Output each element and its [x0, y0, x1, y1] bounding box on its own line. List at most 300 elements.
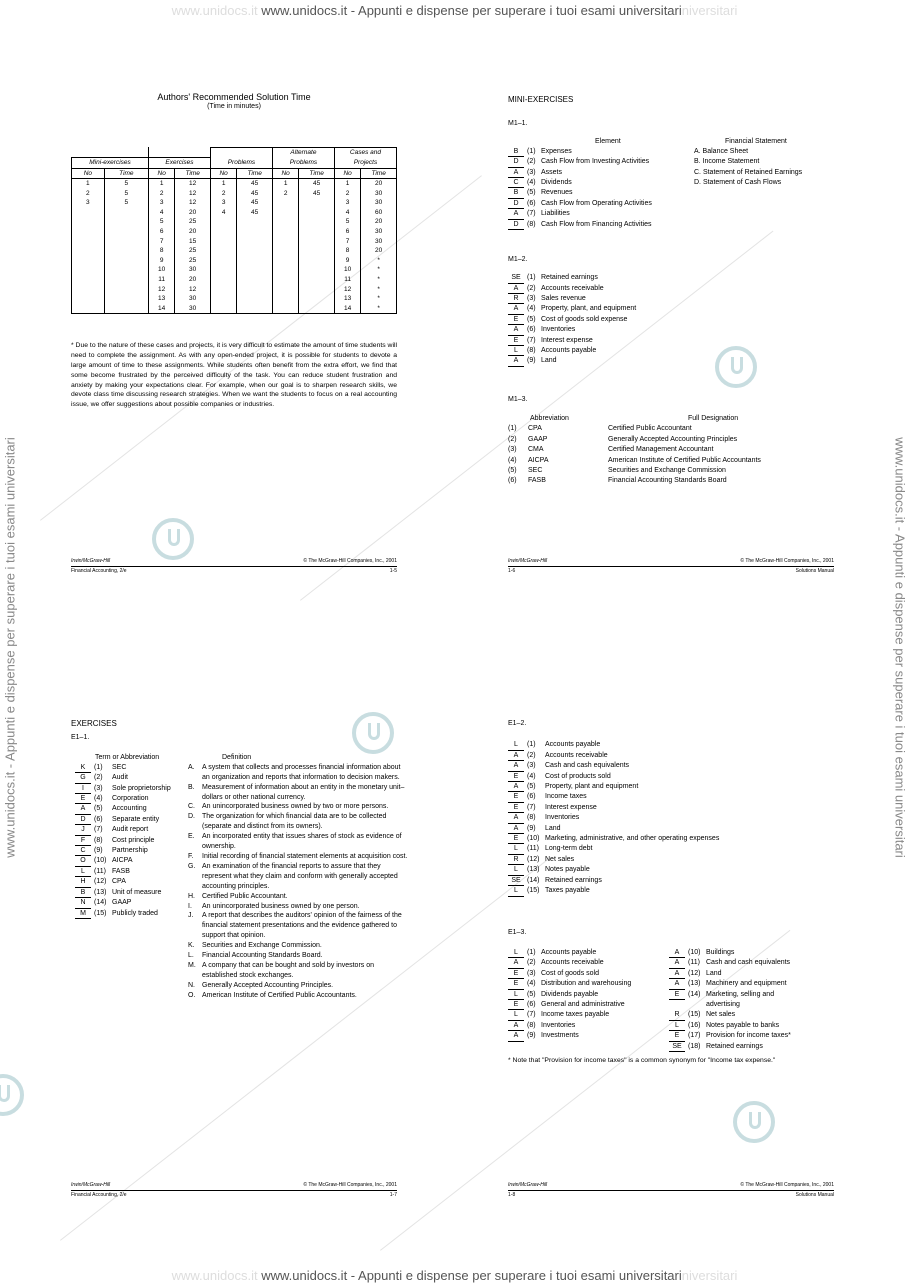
item-text: Inventories: [545, 814, 580, 822]
list-item: [188, 981, 410, 991]
item-text: Liabilities: [541, 210, 570, 218]
cell-time: 25: [175, 256, 211, 266]
answer: B: [508, 147, 524, 157]
cell-time: [237, 294, 273, 304]
item-number: (7): [527, 336, 536, 344]
term-list: [75, 763, 171, 919]
item-number: (6): [527, 326, 536, 334]
page-1-7: [71, 719, 411, 1198]
answer: E: [508, 979, 524, 989]
cell-no: 6: [148, 227, 174, 237]
list-item: [508, 844, 848, 854]
list-item: [508, 424, 761, 434]
definition-letter: L.: [188, 952, 194, 960]
definition-letter: J.: [188, 912, 194, 920]
table-row: [72, 285, 397, 295]
definition-letter: F.: [188, 852, 194, 860]
item-text: Audit: [112, 774, 128, 782]
cell-no: 11: [334, 275, 360, 285]
list-item: [508, 948, 631, 958]
group-problems: Problems: [210, 157, 272, 168]
list-item: [75, 784, 171, 794]
list-item: [508, 834, 848, 844]
item-number: (1): [508, 425, 517, 433]
list-item: [508, 356, 848, 366]
definition-text: Securities and Exchange Commission.: [202, 942, 322, 950]
answer: SE: [508, 273, 524, 283]
cell-no: 6: [334, 227, 360, 237]
answer: A: [669, 969, 685, 979]
cell-no: [272, 256, 298, 266]
abbreviation: FASB: [528, 477, 546, 485]
list-item: [188, 951, 410, 961]
cell-time: 45: [299, 189, 335, 199]
cell-no: [210, 294, 236, 304]
cell-time: 45: [237, 189, 273, 199]
item-text: FASB: [112, 867, 130, 875]
item-text: Provision for income taxes*: [706, 1032, 791, 1040]
definition-text: Generally Accepted Accounting Principles.: [202, 981, 334, 989]
cell-no: [272, 304, 298, 314]
term-header: Term or Abbreviation: [95, 753, 160, 761]
item-number: (3): [508, 446, 517, 454]
answer: E: [508, 336, 524, 346]
list-item: [669, 990, 791, 1000]
item-number: (9): [527, 1032, 536, 1040]
list-item: [508, 476, 761, 486]
list-item: [188, 812, 410, 832]
item-text: Land: [541, 357, 557, 365]
full-designation-header: Full Designation: [688, 415, 739, 423]
item-number: (3): [527, 168, 536, 176]
list-item: [508, 273, 848, 283]
item-number: (4): [508, 456, 517, 464]
item-text: Cash and cash equivalents: [706, 959, 791, 967]
answer: A: [508, 958, 524, 968]
item-number: (10): [94, 857, 107, 865]
page-title: Authors' Recommended Solution Time: [157, 92, 311, 102]
definition-text: A report that describes the auditors' opinion of the fairness of the financial statement presentations and the evidence gathered to support that opinion.: [202, 912, 402, 940]
full-designation: Financial Accounting Standards Board: [608, 477, 727, 485]
full-designation: Securities and Exchange Commission: [608, 466, 726, 474]
item-number: (3): [527, 295, 536, 303]
cell-no: 13: [148, 294, 174, 304]
item-text: Retained earnings: [545, 876, 602, 884]
item-number: (1): [94, 763, 103, 771]
cell-time: 20: [175, 227, 211, 237]
col-time-header: Time: [361, 168, 397, 179]
page-1-6: [508, 95, 848, 574]
item-number: (5): [527, 189, 536, 197]
item-number: (4): [527, 305, 536, 313]
answer: E: [508, 792, 524, 802]
answer: A: [75, 804, 91, 814]
watermark-top: www.unidocs.it www.unidocs.it - Appunti e dispense per superare i tuoi esami universitariniversitari: [171, 3, 738, 18]
cell-no: 1: [272, 179, 298, 189]
answer: L: [508, 865, 524, 875]
item-number: (11): [94, 867, 106, 875]
answer: A: [508, 824, 524, 834]
item-number: (12): [94, 878, 107, 886]
page-1-5: [71, 92, 411, 574]
answer: L: [508, 844, 524, 854]
col-time-header: Time: [237, 168, 273, 179]
cell-no: 1: [210, 179, 236, 189]
item-text: Cost principle: [112, 836, 155, 844]
list-item: [508, 1021, 631, 1031]
answer: A: [669, 948, 685, 958]
unidocs-logo-icon: [0, 1074, 24, 1116]
definition-text: A system that collects and processes financial information about an organization and reports that information to decision makers.: [202, 763, 401, 781]
cell-no: [210, 265, 236, 275]
unidocs-logo-icon: [152, 518, 194, 560]
answer: H: [75, 877, 91, 887]
item-text: Accounts payable: [541, 347, 597, 355]
answer: E: [508, 803, 524, 813]
cell-no: [72, 285, 105, 295]
list-item: A. Balance Sheet: [694, 147, 749, 155]
answer: L: [508, 990, 524, 1000]
cell-no: [72, 227, 105, 237]
answer: A: [508, 209, 524, 219]
cell-time: 30: [175, 304, 211, 314]
list-item: [188, 941, 410, 951]
item-text: Income taxes: [545, 793, 587, 801]
cell-time: [299, 275, 335, 285]
cell-no: 10: [148, 265, 174, 275]
cell-no: [210, 304, 236, 314]
cell-time: 30: [175, 265, 211, 275]
cell-no: 2: [148, 189, 174, 199]
list-item: [75, 888, 171, 898]
cell-no: [72, 256, 105, 266]
cell-time: 12: [175, 179, 211, 189]
m1-3-list: [508, 424, 761, 486]
col-time-header: Time: [299, 168, 335, 179]
item-number: (1): [527, 948, 536, 956]
table-row: [72, 265, 397, 275]
cell-time: [299, 208, 335, 218]
answer: D: [75, 815, 91, 825]
list-item: [508, 466, 761, 476]
item-number: (3): [94, 784, 103, 792]
list-item: [669, 969, 791, 979]
item-text: Sole proprietorship: [112, 784, 171, 792]
cell-time: [104, 237, 148, 247]
cell-time: [299, 198, 335, 208]
cell-time: [237, 237, 273, 247]
answer: A: [508, 1021, 524, 1031]
list-item: [508, 990, 631, 1000]
list-item: [669, 979, 791, 989]
cell-no: 2: [272, 189, 298, 199]
list-item: [188, 862, 410, 892]
list-item: [508, 346, 848, 356]
item-number: (3): [527, 762, 536, 770]
item-text: Cost of products sold: [545, 772, 611, 780]
cell-time: 30: [361, 237, 397, 247]
full-designation: Certified Public Accountant: [608, 425, 692, 433]
group-exercises: Exercises: [148, 157, 210, 168]
cell-no: [72, 304, 105, 314]
definition-letter: H.: [188, 892, 195, 900]
item-text: Cash Flow from Investing Activities: [541, 158, 650, 166]
list-item: [508, 188, 652, 198]
item-number: (14): [688, 990, 701, 998]
cell-time: 20: [175, 275, 211, 285]
cell-no: [272, 217, 298, 227]
definition-text: The organization for which financial data are to be collected (separate and distinct from its owners).: [202, 813, 387, 831]
col-time-header: Time: [104, 168, 148, 179]
cell-no: 1: [72, 179, 105, 189]
item-number: (8): [527, 1021, 536, 1029]
list-item: [508, 315, 848, 325]
answer: A: [508, 168, 524, 178]
cell-no: 1: [148, 179, 174, 189]
cell-time: [299, 285, 335, 295]
list-item: [508, 284, 848, 294]
cell-no: 12: [334, 285, 360, 295]
cell-no: [72, 208, 105, 218]
list-item: [508, 209, 652, 219]
e1-3-left-list: [508, 948, 631, 1042]
list-item: [75, 898, 171, 908]
list-item: [508, 855, 848, 865]
cell-time: [237, 265, 273, 275]
list-item: [508, 336, 848, 346]
item-text: Marketing, selling and: [706, 990, 775, 998]
table-row: [72, 179, 397, 189]
list-item: [508, 294, 848, 304]
cell-no: 14: [334, 304, 360, 314]
list-item: [75, 909, 171, 919]
item-number: (6): [527, 793, 536, 801]
answer: R: [508, 855, 524, 865]
answer: A: [508, 761, 524, 771]
definition-text: Initial recording of financial statement elements at acquisition cost.: [202, 852, 408, 860]
item-number: (13): [527, 866, 540, 874]
answer: A: [508, 325, 524, 335]
item-number: (14): [94, 899, 107, 907]
answer: A: [508, 751, 524, 761]
cell-time: *: [361, 275, 397, 285]
answer: E: [508, 969, 524, 979]
item-text: Dividends: [541, 179, 572, 187]
item-number: (15): [527, 887, 540, 895]
col-time-header: Time: [175, 168, 211, 179]
solution-time-table: [71, 147, 397, 315]
cell-time: [299, 304, 335, 314]
answer: R: [508, 294, 524, 304]
list-item: [75, 825, 171, 835]
cell-no: 5: [148, 217, 174, 227]
list-item: [669, 1000, 791, 1010]
definition-text: Measurement of information about an entity in the monetary unit–dollars or other national currency.: [202, 783, 405, 801]
cell-no: 2: [334, 189, 360, 199]
cell-no: 3: [148, 198, 174, 208]
answer: SE: [669, 1042, 685, 1052]
definition-letter: M.: [188, 961, 196, 969]
answer: E: [669, 990, 685, 1000]
list-item: [508, 824, 848, 834]
m1-1-list: [508, 147, 652, 230]
section-heading: MINI-EXERCISES: [508, 95, 574, 104]
item-number: (3): [527, 969, 536, 977]
list-item: [508, 751, 848, 761]
item-text: Marketing, administrative, and other operating expenses: [545, 835, 720, 843]
list-item: [75, 815, 171, 825]
list-item: [188, 991, 410, 1001]
answer: C: [75, 846, 91, 856]
list-item: [669, 1031, 791, 1041]
e1-3-right-list: [669, 948, 791, 1052]
cell-time: [299, 294, 335, 304]
answer: G: [75, 773, 91, 783]
table-row: [72, 189, 397, 199]
answer: A: [508, 356, 524, 366]
cell-no: [72, 246, 105, 256]
cell-time: 5: [104, 189, 148, 199]
list-item: [508, 813, 848, 823]
item-text: Notes payable to banks: [706, 1021, 780, 1029]
list-item: [188, 763, 410, 783]
item-text: Investments: [541, 1032, 579, 1040]
cell-time: *: [361, 285, 397, 295]
item-text: Accounting: [112, 805, 147, 813]
m1-1-label: M1–1.: [508, 120, 528, 128]
page-1-8: [508, 719, 848, 1198]
answer: L: [508, 886, 524, 896]
cell-time: [299, 227, 335, 237]
cell-no: 2: [72, 189, 105, 199]
answer: E: [669, 1031, 685, 1041]
item-text: Cash Flow from Financing Activities: [541, 220, 652, 228]
list-item: [508, 782, 848, 792]
item-text: Cost of goods sold expense: [541, 315, 628, 323]
item-number: (8): [94, 836, 103, 844]
item-text: Assets: [541, 168, 563, 176]
cell-time: 20: [361, 217, 397, 227]
list-item: [508, 803, 848, 813]
cell-time: [237, 246, 273, 256]
cell-time: [104, 208, 148, 218]
item-text: General and administrative: [541, 1000, 625, 1008]
answer: J: [75, 825, 91, 835]
item-number: (2): [527, 284, 536, 292]
list-item: [75, 856, 171, 866]
item-number: (13): [688, 980, 701, 988]
cell-time: [237, 275, 273, 285]
answer: E: [508, 1000, 524, 1010]
cell-time: [237, 256, 273, 266]
answer: B: [75, 888, 91, 898]
definition-text: Financial Accounting Standards Board.: [202, 952, 323, 960]
list-item: C. Statement of Retained Earnings: [694, 168, 803, 176]
cell-time: 60: [361, 208, 397, 218]
item-number: (6): [527, 199, 536, 207]
cell-no: 9: [334, 256, 360, 266]
item-number: (16): [688, 1021, 701, 1029]
answer: L: [669, 1021, 685, 1031]
definition-text: Certified Public Accountant.: [202, 892, 288, 900]
item-text: Cash and cash equivalents: [545, 762, 630, 770]
item-number: (14): [527, 876, 540, 884]
item-text: Accounts payable: [541, 948, 597, 956]
cell-no: 10: [334, 265, 360, 275]
cell-time: 45: [299, 179, 335, 189]
item-text: Audit report: [112, 826, 149, 834]
definition-letter: G.: [188, 862, 196, 870]
answer: A: [508, 304, 524, 314]
item-text: Corporation: [112, 795, 149, 803]
list-item: [508, 886, 848, 896]
cell-no: 11: [148, 275, 174, 285]
item-text: Property, plant and equipment: [545, 783, 639, 791]
group-mini-exercises: Mini-exercises: [72, 157, 149, 168]
page-footer: Irwin/McGraw-Hill © The McGraw-Hill Companies, Inc., 2001 Financial Accounting, 2/e 1-5: [71, 558, 397, 574]
list-item: [508, 178, 652, 188]
list-item: [508, 168, 652, 178]
item-text: Retained earnings: [706, 1042, 763, 1050]
cell-time: 20: [361, 179, 397, 189]
definition-letter: E.: [188, 833, 195, 841]
item-text: Expenses: [541, 147, 572, 155]
answer: D: [508, 220, 524, 230]
abbreviation: CPA: [528, 425, 542, 433]
m1-2-label: M1–2.: [508, 255, 528, 263]
item-text: AICPA: [112, 857, 133, 865]
list-item: [508, 435, 761, 445]
table-row: [72, 208, 397, 218]
item-number: (2): [508, 435, 517, 443]
item-number: (7): [94, 826, 103, 834]
list-item: [75, 836, 171, 846]
answer: M: [75, 909, 91, 919]
item-text: Publicly traded: [112, 909, 158, 917]
item-number: (10): [527, 835, 540, 843]
item-number: (9): [94, 847, 103, 855]
list-item: [188, 902, 410, 912]
answer: R: [669, 1010, 685, 1020]
watermark-right: www.unidocs.it - Appunti e dispense per superare i tuoi esami universitari: [892, 437, 908, 858]
answer: N: [75, 898, 91, 908]
cell-no: 2: [210, 189, 236, 199]
item-number: (10): [688, 948, 701, 956]
cell-time: [104, 265, 148, 275]
cell-no: 1: [334, 179, 360, 189]
cell-time: [104, 256, 148, 266]
item-text: Distribution and warehousing: [541, 980, 632, 988]
cell-time: 45: [237, 198, 273, 208]
col-no-header: No: [334, 168, 360, 179]
item-text: Separate entity: [112, 815, 160, 823]
list-item: [508, 958, 631, 968]
cell-time: *: [361, 265, 397, 275]
list-item: [669, 1021, 791, 1031]
answer: E: [508, 315, 524, 325]
e1-3-footnote: * Note that "Provision for income taxes" is a common synonym for "Income tax expense.": [508, 1056, 776, 1064]
item-text: Unit of measure: [112, 888, 162, 896]
list-item: B. Income Statement: [694, 158, 760, 166]
item-text: Partnership: [112, 847, 148, 855]
item-text: Revenues: [541, 189, 573, 197]
item-number: (6): [527, 1000, 536, 1008]
cell-no: 8: [334, 246, 360, 256]
item-text: Inventories: [541, 1021, 576, 1029]
cell-no: [210, 217, 236, 227]
answer: I: [75, 784, 91, 794]
cell-no: 3: [210, 198, 236, 208]
